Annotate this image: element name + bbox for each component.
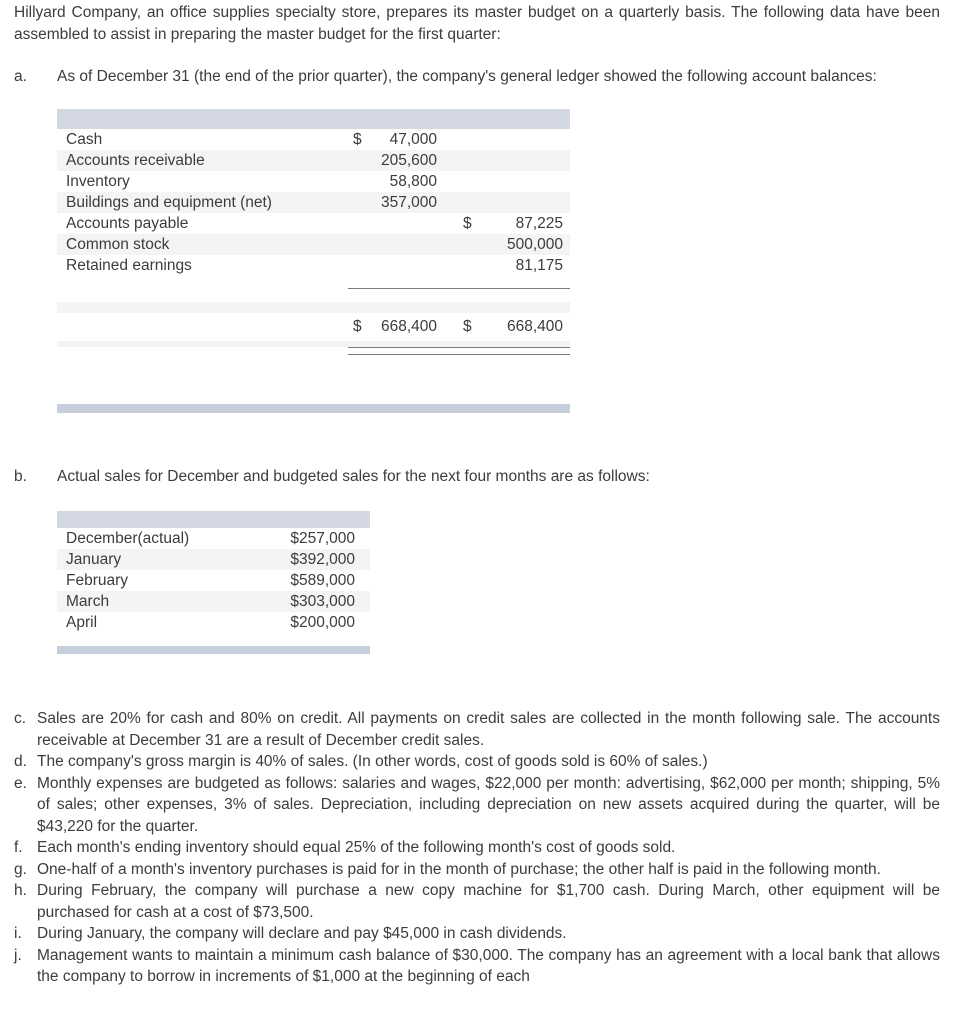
list-item-text: Management wants to maintain a minimum cash balance of $30,000. The company has an agreement with a local bank that allows the company to borrow in increments of $1,000 at the beginning of each — [37, 946, 940, 985]
account-cell: Retained earnings — [66, 256, 192, 274]
list-item-e — [14, 773, 940, 838]
ledger-balances-table — [57, 109, 570, 413]
list-item-text: Sales are 20% for cash and 80% on credit. All payments on credit sales are collected in the month following sale. The accounts receivable at December 31 are a result of December credit sales. — [37, 710, 940, 749]
credit-cell: 500,000 — [506, 235, 563, 253]
list-item-label: i. — [14, 925, 22, 942]
table-spacer — [57, 302, 570, 313]
list-item-c — [14, 708, 940, 751]
table-spacer — [57, 355, 570, 404]
table-footer-bar — [57, 404, 570, 413]
intro-paragraph: Hillyard Company, an office supplies specialty store, prepares its master budget on a quarterly basis. The following data have been assembled to assist in preparing the master budget for the first quarter: — [14, 4, 940, 43]
list-item-g — [14, 859, 940, 881]
list-item-label: h. — [14, 882, 27, 899]
list-item-text: Each month's ending inventory should equal 25% of the following month's cost of goods sold. — [37, 839, 676, 856]
list-item-i — [14, 923, 940, 945]
list-item-label: d. — [14, 753, 27, 770]
table-row — [57, 591, 370, 612]
credit-cell: $ 87,225 — [463, 214, 563, 232]
debit-cell: 58,800 — [389, 172, 437, 190]
list-item-label: f. — [14, 839, 23, 856]
table-row — [57, 528, 370, 549]
list-item-text: During January, the company will declare and pay $45,000 in cash dividends. — [37, 925, 567, 942]
list-item-label: j. — [14, 946, 22, 964]
list-item-text: The company's gross margin is 40% of sales. (In other words, cost of goods sold is 60% of sales.) — [37, 753, 708, 770]
table-header-bar — [57, 511, 370, 528]
table-row — [57, 150, 570, 171]
amount-cell: $200,000 — [290, 614, 355, 631]
month-cell: March — [66, 593, 110, 610]
debit-cell: $ 47,000 — [353, 130, 437, 148]
total-debit-cell: $ 668,400 — [353, 317, 437, 335]
table-row — [57, 570, 370, 591]
debit-cell — [348, 213, 460, 234]
table-row — [57, 549, 370, 570]
debit-cell: 205,600 — [380, 151, 437, 169]
table-header-bar — [57, 109, 570, 129]
credit-cell — [460, 150, 570, 171]
debit-cell — [348, 255, 460, 276]
account-cell: Buildings and equipment (net) — [66, 193, 272, 211]
list-item-d — [14, 751, 940, 773]
list-item-label: e. — [14, 774, 27, 792]
list-item-text: During February, the company will purchase a new copy machine for $1,700 cash. During March, other equipment will be purchased for cash at a cost of $73,500. — [37, 882, 940, 921]
table-row — [57, 129, 570, 150]
account-cell: Accounts receivable — [66, 151, 205, 169]
amount-cell: $303,000 — [290, 593, 355, 610]
assumption-list — [14, 708, 940, 988]
table-row — [57, 234, 570, 255]
month-cell: December(actual) — [66, 530, 190, 547]
list-item-text: Monthly expenses are budgeted as follows: salaries and wages, $22,000 per month: advertising, $62,000 per month; shipping, 5% of sales; other expenses, 3% of sales. Depreciation, including depreciation on new assets acquired during the quarter, will be $43,220 for the quarter. — [37, 774, 940, 835]
table-row — [57, 255, 570, 276]
double-rule — [57, 347, 570, 355]
total-credit-cell: $ 668,400 — [463, 317, 563, 335]
credit-cell — [460, 129, 570, 150]
list-item-b — [14, 466, 940, 488]
list-item-a — [14, 66, 940, 88]
credit-cell — [460, 192, 570, 213]
list-item-f — [14, 837, 940, 859]
list-item-label: g. — [14, 860, 27, 878]
list-item-label: a. — [14, 68, 27, 85]
credit-cell: 81,175 — [515, 256, 563, 274]
account-cell: Inventory — [66, 172, 130, 190]
month-cell: April — [66, 614, 98, 631]
list-item-text: As of December 31 (the end of the prior quarter), the company's general ledger showed the following account balances: — [57, 68, 877, 85]
table-footer-bar — [57, 646, 370, 654]
account-cell: Cash — [66, 130, 103, 148]
sales-budget-table — [57, 511, 370, 654]
debit-cell — [348, 234, 460, 255]
list-item-label: c. — [14, 710, 27, 727]
single-rule — [57, 288, 570, 302]
table-spacer — [57, 633, 370, 646]
credit-cell — [460, 171, 570, 192]
list-item-j — [14, 945, 940, 988]
list-item-text: One-half of a month's inventory purchases is paid for in the month of purchase; the other half is paid in the following month. — [37, 860, 881, 878]
table-spacer — [57, 276, 570, 288]
account-cell: Common stock — [66, 235, 170, 253]
month-cell: February — [66, 572, 129, 589]
amount-cell: $257,000 — [290, 530, 355, 547]
amount-cell: $589,000 — [290, 572, 355, 589]
table-row — [57, 612, 370, 633]
amount-cell: $392,000 — [290, 551, 355, 568]
account-cell: Accounts payable — [66, 214, 189, 232]
table-row — [57, 213, 570, 234]
totals-row — [57, 313, 570, 341]
list-item-h — [14, 880, 940, 923]
debit-cell: 357,000 — [380, 193, 437, 211]
list-item-text: Actual sales for December and budgeted sales for the next four months are as follows: — [57, 467, 650, 485]
table-row — [57, 171, 570, 192]
month-cell: January — [66, 551, 122, 568]
list-item-label: b. — [14, 467, 27, 485]
table-row — [57, 192, 570, 213]
